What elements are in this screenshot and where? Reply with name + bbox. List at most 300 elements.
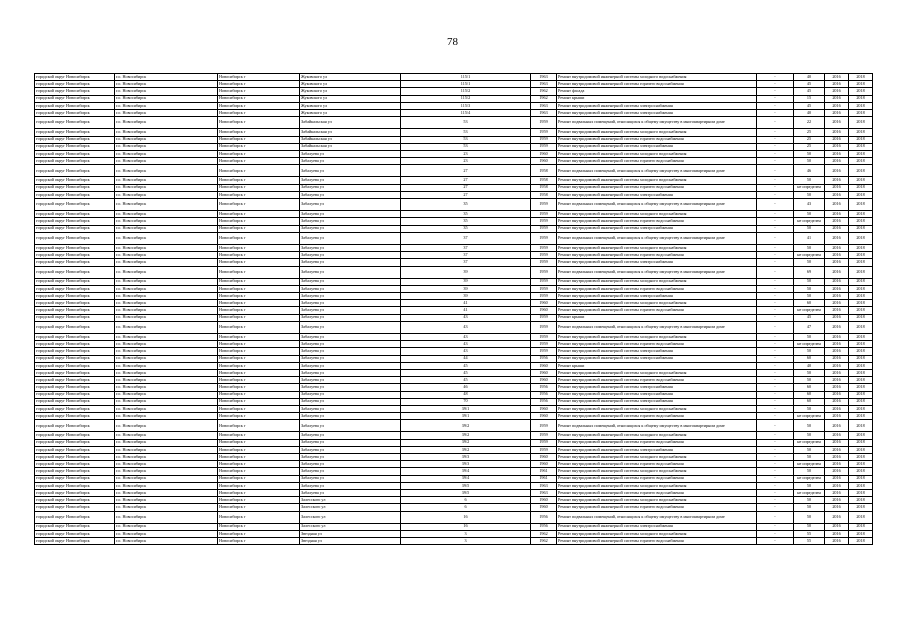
house-number-cell: 46 [401, 384, 531, 391]
table-row [35, 511, 873, 523]
year-start-cell: 2016 [825, 369, 849, 376]
city-cell: Новосибирск г [218, 300, 300, 307]
municipality-cell: городской округ Новосибирск [35, 461, 115, 468]
area-cell: - [757, 136, 794, 143]
area-cell: - [757, 74, 794, 81]
street-cell: Забалуева ул [300, 468, 401, 475]
cost-cell: 25 [794, 136, 825, 143]
street-cell: Забайкальская ул [300, 143, 401, 150]
house-number-cell: 41 [401, 300, 531, 307]
year-end-cell: 2018 [849, 211, 873, 218]
settlement-cell: г.о. Новосибирск [115, 218, 218, 225]
year-start-cell: 2016 [825, 232, 849, 244]
year-end-cell: 2018 [849, 321, 873, 333]
year-end-cell: 2018 [849, 278, 873, 285]
area-cell: - [757, 413, 794, 420]
table-row [35, 259, 873, 266]
table-row [35, 530, 873, 537]
house-number-cell: 39/1 [401, 413, 531, 420]
table-row [35, 348, 873, 355]
city-cell: Новосибирск г [218, 398, 300, 405]
settlement-cell: г.о. Новосибирск [115, 117, 218, 129]
area-cell: - [757, 468, 794, 475]
work-type-cell: Ремонт внутридомовой инженерной системы холодного водоснабжения [557, 497, 757, 504]
city-cell: Новосибирск г [218, 482, 300, 489]
cost-cell: 50 [794, 446, 825, 453]
cost-cell: 50 [794, 369, 825, 376]
year-built-cell: 1956 [531, 355, 557, 362]
city-cell: Новосибирск г [218, 489, 300, 496]
year-start-cell: 2016 [825, 244, 849, 251]
street-cell: Жуковского ул [300, 102, 401, 109]
municipality-cell: городской округ Новосибирск [35, 117, 115, 129]
year-end-cell: 2018 [849, 74, 873, 81]
street-cell: Забалуева ул [300, 314, 401, 321]
municipality-cell: городской округ Новосибирск [35, 278, 115, 285]
year-built-cell: 1959 [531, 117, 557, 129]
area-cell: - [757, 439, 794, 446]
city-cell: Новосибирск г [218, 362, 300, 369]
year-start-cell: 2016 [825, 143, 849, 150]
year-end-cell: 2018 [849, 369, 873, 376]
street-cell: Залесского ул [300, 497, 401, 504]
table-row [35, 293, 873, 300]
work-type-cell: Ремонт внутридомовой инженерной системы электроснабжения [557, 384, 757, 391]
municipality-cell: городской округ Новосибирск [35, 81, 115, 88]
work-type-cell: Ремонт подвальных помещений, относящихся к общему имуществу в многоквартирном доме [557, 232, 757, 244]
area-cell: - [757, 523, 794, 530]
table-row [35, 143, 873, 150]
year-end-cell: 2018 [849, 158, 873, 165]
cost-cell: 69 [794, 266, 825, 278]
municipality-cell: городской округ Новосибирск [35, 391, 115, 398]
settlement-cell: г.о. Новосибирск [115, 475, 218, 482]
area-cell: - [757, 482, 794, 489]
cost-cell: 60 [794, 391, 825, 398]
house-number-cell: 39/2 [401, 420, 531, 432]
street-cell: Забалуева ул [300, 489, 401, 496]
settlement-cell: г.о. Новосибирск [115, 348, 218, 355]
year-built-cell: 1963 [531, 74, 557, 81]
table-row [35, 102, 873, 109]
year-end-cell: 2018 [849, 191, 873, 198]
year-start-cell: 2016 [825, 211, 849, 218]
city-cell: Новосибирск г [218, 177, 300, 184]
house-number-cell: 115/1 [401, 74, 531, 81]
settlement-cell: г.о. Новосибирск [115, 341, 218, 348]
table-row [35, 300, 873, 307]
table-row [35, 150, 873, 157]
city-cell: Новосибирск г [218, 199, 300, 211]
year-built-cell: 1959 [531, 420, 557, 432]
street-cell: Жуковского ул [300, 109, 401, 116]
settlement-cell: г.о. Новосибирск [115, 362, 218, 369]
year-end-cell: 2018 [849, 259, 873, 266]
house-number-cell: 35 [401, 225, 531, 232]
work-type-cell: Ремонт внутридомовой инженерной системы горячего водоснабжения [557, 285, 757, 292]
house-number-cell: 27 [401, 184, 531, 191]
street-cell: Забалуева ул [300, 482, 401, 489]
house-number-cell: 43 [401, 334, 531, 341]
year-end-cell: 2018 [849, 446, 873, 453]
house-number-cell: 39/2 [401, 446, 531, 453]
area-cell: - [757, 232, 794, 244]
settlement-cell: г.о. Новосибирск [115, 199, 218, 211]
year-start-cell: 2016 [825, 102, 849, 109]
house-number-cell: 39 [401, 278, 531, 285]
street-cell: Забайкальская ул [300, 129, 401, 136]
city-cell: Новосибирск г [218, 165, 300, 177]
municipality-cell: городской округ Новосибирск [35, 191, 115, 198]
cost-cell: 43 [794, 199, 825, 211]
year-start-cell: 2016 [825, 74, 849, 81]
area-cell: - [757, 244, 794, 251]
table-row [35, 538, 873, 545]
cost-cell: 46 [794, 165, 825, 177]
municipality-cell: городской округ Новосибирск [35, 95, 115, 102]
area-cell: - [757, 446, 794, 453]
cost-cell: 60 [794, 398, 825, 405]
year-end-cell: 2018 [849, 439, 873, 446]
city-cell: Новосибирск г [218, 530, 300, 537]
street-cell: Забалуева ул [300, 300, 401, 307]
municipality-cell: городской округ Новосибирск [35, 184, 115, 191]
table-row [35, 405, 873, 412]
street-cell: Забалуева ул [300, 405, 401, 412]
area-cell: - [757, 355, 794, 362]
work-type-cell: Ремонт подвальных помещений, относящихся к общему имуществу в многоквартирном доме [557, 420, 757, 432]
work-type-cell: Ремонт внутридомовой инженерной системы холодного водоснабжения [557, 405, 757, 412]
municipality-cell: городской округ Новосибирск [35, 413, 115, 420]
year-built-cell: 1959 [531, 143, 557, 150]
house-number-cell: 53 [401, 117, 531, 129]
table-row [35, 523, 873, 530]
settlement-cell: г.о. Новосибирск [115, 300, 218, 307]
year-built-cell: 1956 [531, 511, 557, 523]
house-number-cell: 23 [401, 158, 531, 165]
work-type-cell: Ремонт внутридомовой инженерной системы холодного водоснабжения [557, 244, 757, 251]
area-cell: - [757, 199, 794, 211]
house-number-cell: 39 [401, 285, 531, 292]
municipality-cell: городской округ Новосибирск [35, 129, 115, 136]
cost-cell: не определен [794, 218, 825, 225]
year-built-cell: 1959 [531, 244, 557, 251]
house-number-cell: 45 [401, 369, 531, 376]
cost-cell: не определен [794, 307, 825, 314]
municipality-cell: городской округ Новосибирск [35, 259, 115, 266]
area-cell: - [757, 266, 794, 278]
work-type-cell: Ремонт внутридомовой инженерной системы холодного водоснабжения [557, 432, 757, 439]
street-cell: Забайкальская ул [300, 117, 401, 129]
year-end-cell: 2018 [849, 95, 873, 102]
table-row [35, 468, 873, 475]
year-built-cell: 1960 [531, 307, 557, 314]
year-start-cell: 2016 [825, 482, 849, 489]
year-start-cell: 2016 [825, 136, 849, 143]
city-cell: Новосибирск г [218, 266, 300, 278]
work-type-cell: Ремонт внутридомовой инженерной системы электроснабжения [557, 191, 757, 198]
street-cell: Жуковского ул [300, 95, 401, 102]
area-cell: - [757, 109, 794, 116]
municipality-cell: городской округ Новосибирск [35, 314, 115, 321]
city-cell: Новосибирск г [218, 293, 300, 300]
area-cell: - [757, 538, 794, 545]
street-cell: Забалуева ул [300, 285, 401, 292]
year-built-cell: 1963 [531, 489, 557, 496]
year-built-cell: 1960 [531, 413, 557, 420]
table-row [35, 475, 873, 482]
house-number-cell: 43 [401, 341, 531, 348]
year-end-cell: 2018 [849, 384, 873, 391]
city-cell: Новосибирск г [218, 413, 300, 420]
house-number-cell: 39 [401, 293, 531, 300]
area-cell: - [757, 475, 794, 482]
city-cell: Новосибирск г [218, 285, 300, 292]
settlement-cell: г.о. Новосибирск [115, 191, 218, 198]
settlement-cell: г.о. Новосибирск [115, 232, 218, 244]
work-type-cell: Ремонт подвальных помещений, относящихся к общему имуществу в многоквартирном доме [557, 117, 757, 129]
house-number-cell: 3 [401, 530, 531, 537]
year-end-cell: 2018 [849, 117, 873, 129]
work-type-cell: Ремонт внутридомовой инженерной системы горячего водоснабжения [557, 377, 757, 384]
year-start-cell: 2016 [825, 150, 849, 157]
settlement-cell: г.о. Новосибирск [115, 95, 218, 102]
settlement-cell: г.о. Новосибирск [115, 538, 218, 545]
city-cell: Новосибирск г [218, 321, 300, 333]
area-cell: - [757, 95, 794, 102]
area-cell: - [757, 362, 794, 369]
work-type-cell: Ремонт внутридомовой инженерной системы электроснабжения [557, 143, 757, 150]
area-cell: - [757, 191, 794, 198]
year-start-cell: 2016 [825, 293, 849, 300]
year-start-cell: 2016 [825, 475, 849, 482]
house-number-cell: 35 [401, 211, 531, 218]
house-number-cell: 41 [401, 307, 531, 314]
year-start-cell: 2016 [825, 420, 849, 432]
year-built-cell: 1959 [531, 314, 557, 321]
house-number-cell: 115/3 [401, 102, 531, 109]
year-built-cell: 1959 [531, 199, 557, 211]
street-cell: Забалуева ул [300, 259, 401, 266]
year-built-cell: 1960 [531, 504, 557, 511]
year-end-cell: 2018 [849, 341, 873, 348]
area-cell: - [757, 454, 794, 461]
municipality-cell: городской округ Новосибирск [35, 341, 115, 348]
year-end-cell: 2018 [849, 523, 873, 530]
area-cell: - [757, 420, 794, 432]
settlement-cell: г.о. Новосибирск [115, 109, 218, 116]
house-number-cell: 43 [401, 314, 531, 321]
table-row [35, 482, 873, 489]
settlement-cell: г.о. Новосибирск [115, 405, 218, 412]
area-cell: - [757, 504, 794, 511]
city-cell: Новосибирск г [218, 405, 300, 412]
settlement-cell: г.о. Новосибирск [115, 266, 218, 278]
settlement-cell: г.о. Новосибирск [115, 285, 218, 292]
city-cell: Новосибирск г [218, 475, 300, 482]
settlement-cell: г.о. Новосибирск [115, 278, 218, 285]
municipality-cell: городской округ Новосибирск [35, 300, 115, 307]
table-row [35, 413, 873, 420]
city-cell: Новосибирск г [218, 259, 300, 266]
street-cell: Залесского ул [300, 511, 401, 523]
table-row [35, 285, 873, 292]
cost-cell: 60 [794, 355, 825, 362]
municipality-cell: городской округ Новосибирск [35, 334, 115, 341]
municipality-cell: городской округ Новосибирск [35, 244, 115, 251]
house-number-cell: 115/2 [401, 88, 531, 95]
street-cell: Забалуева ул [300, 348, 401, 355]
street-cell: Забалуева ул [300, 475, 401, 482]
year-start-cell: 2016 [825, 266, 849, 278]
cost-cell: 50 [794, 278, 825, 285]
municipality-cell: городской округ Новосибирск [35, 432, 115, 439]
area-cell: - [757, 184, 794, 191]
work-type-cell: Ремонт внутридомовой инженерной системы холодного водоснабжения [557, 278, 757, 285]
year-end-cell: 2018 [849, 81, 873, 88]
work-type-cell: Ремонт внутридомовой инженерной системы электроснабжения [557, 348, 757, 355]
table-row [35, 432, 873, 439]
city-cell: Новосибирск г [218, 355, 300, 362]
settlement-cell: г.о. Новосибирск [115, 530, 218, 537]
table-row [35, 199, 873, 211]
area-cell: - [757, 321, 794, 333]
city-cell: Новосибирск г [218, 538, 300, 545]
municipality-cell: городской округ Новосибирск [35, 398, 115, 405]
settlement-cell: г.о. Новосибирск [115, 413, 218, 420]
area-cell: - [757, 143, 794, 150]
year-end-cell: 2018 [849, 538, 873, 545]
city-cell: Новосибирск г [218, 158, 300, 165]
area-cell: - [757, 369, 794, 376]
year-end-cell: 2018 [849, 129, 873, 136]
house-number-cell: 39/3 [401, 461, 531, 468]
street-cell: Звездная ул [300, 530, 401, 537]
street-cell: Забалуева ул [300, 266, 401, 278]
area-cell: - [757, 377, 794, 384]
table-row [35, 497, 873, 504]
table-row [35, 314, 873, 321]
cost-cell: 45 [794, 81, 825, 88]
area-cell: - [757, 278, 794, 285]
cost-cell: 25 [794, 129, 825, 136]
year-end-cell: 2018 [849, 420, 873, 432]
year-end-cell: 2018 [849, 377, 873, 384]
cost-cell: 50 [794, 523, 825, 530]
year-start-cell: 2016 [825, 109, 849, 116]
cost-cell: не определен [794, 489, 825, 496]
house-number-cell: 35 [401, 218, 531, 225]
year-end-cell: 2018 [849, 398, 873, 405]
table-row [35, 218, 873, 225]
house-number-cell: 70 [401, 398, 531, 405]
cost-cell: 50 [794, 177, 825, 184]
house-number-cell: 35 [401, 199, 531, 211]
work-type-cell: Ремонт внутридомовой инженерной системы горячего водоснабжения [557, 252, 757, 259]
work-type-cell: Ремонт внутридомовой инженерной системы холодного водоснабжения [557, 211, 757, 218]
year-built-cell: 1956 [531, 398, 557, 405]
year-start-cell: 2016 [825, 377, 849, 384]
municipality-cell: городской округ Новосибирск [35, 377, 115, 384]
table-row [35, 362, 873, 369]
year-built-cell: 1959 [531, 266, 557, 278]
settlement-cell: г.о. Новосибирск [115, 225, 218, 232]
table-row [35, 225, 873, 232]
settlement-cell: г.о. Новосибирск [115, 165, 218, 177]
work-type-cell: Ремонт внутридомовой инженерной системы горячего водоснабжения [557, 489, 757, 496]
settlement-cell: г.о. Новосибирск [115, 511, 218, 523]
street-cell: Забалуева ул [300, 307, 401, 314]
street-cell: Залесского ул [300, 523, 401, 530]
year-end-cell: 2018 [849, 165, 873, 177]
municipality-cell: городской округ Новосибирск [35, 405, 115, 412]
settlement-cell: г.о. Новосибирск [115, 136, 218, 143]
city-cell: Новосибирск г [218, 184, 300, 191]
year-end-cell: 2018 [849, 348, 873, 355]
municipality-cell: городской округ Новосибирск [35, 143, 115, 150]
year-end-cell: 2018 [849, 391, 873, 398]
city-cell: Новосибирск г [218, 150, 300, 157]
street-cell: Забалуева ул [300, 362, 401, 369]
cost-cell: 50 [794, 158, 825, 165]
year-end-cell: 2018 [849, 432, 873, 439]
cost-cell: 50 [794, 259, 825, 266]
street-cell: Забалуева ул [300, 420, 401, 432]
street-cell: Забалуева ул [300, 150, 401, 157]
municipality-cell: городской округ Новосибирск [35, 177, 115, 184]
year-built-cell: 1960 [531, 369, 557, 376]
page-number: 78 [447, 36, 458, 48]
city-cell: Новосибирск г [218, 244, 300, 251]
year-start-cell: 2016 [825, 285, 849, 292]
street-cell: Забайкальская ул [300, 136, 401, 143]
cost-cell: 50 [794, 482, 825, 489]
year-end-cell: 2018 [849, 232, 873, 244]
cost-cell: 50 [794, 511, 825, 523]
year-start-cell: 2016 [825, 199, 849, 211]
year-end-cell: 2018 [849, 285, 873, 292]
settlement-cell: г.о. Новосибирск [115, 252, 218, 259]
table-row [35, 369, 873, 376]
municipality-cell: городской округ Новосибирск [35, 420, 115, 432]
municipality-cell: городской округ Новосибирск [35, 158, 115, 165]
city-cell: Новосибирск г [218, 232, 300, 244]
cost-cell: 50 [794, 420, 825, 432]
cost-cell: 40 [794, 109, 825, 116]
year-start-cell: 2016 [825, 184, 849, 191]
work-type-cell: Ремонт внутридомовой инженерной системы холодного водоснабжения [557, 334, 757, 341]
municipality-cell: городской округ Новосибирск [35, 307, 115, 314]
year-start-cell: 2016 [825, 165, 849, 177]
city-cell: Новосибирск г [218, 384, 300, 391]
year-start-cell: 2016 [825, 117, 849, 129]
cost-cell: 25 [794, 143, 825, 150]
area-cell: - [757, 81, 794, 88]
city-cell: Новосибирск г [218, 252, 300, 259]
city-cell: Новосибирск г [218, 454, 300, 461]
work-type-cell: Ремонт внутридомовой инженерной системы горячего водоснабжения [557, 81, 757, 88]
settlement-cell: г.о. Новосибирск [115, 468, 218, 475]
house-number-cell: 53 [401, 143, 531, 150]
year-built-cell: 1960 [531, 405, 557, 412]
city-cell: Новосибирск г [218, 391, 300, 398]
year-start-cell: 2016 [825, 348, 849, 355]
house-number-cell: 16 [401, 523, 531, 530]
year-start-cell: 2016 [825, 278, 849, 285]
municipality-cell: городской округ Новосибирск [35, 266, 115, 278]
cost-cell: 50 [794, 497, 825, 504]
house-number-cell: 3 [401, 538, 531, 545]
